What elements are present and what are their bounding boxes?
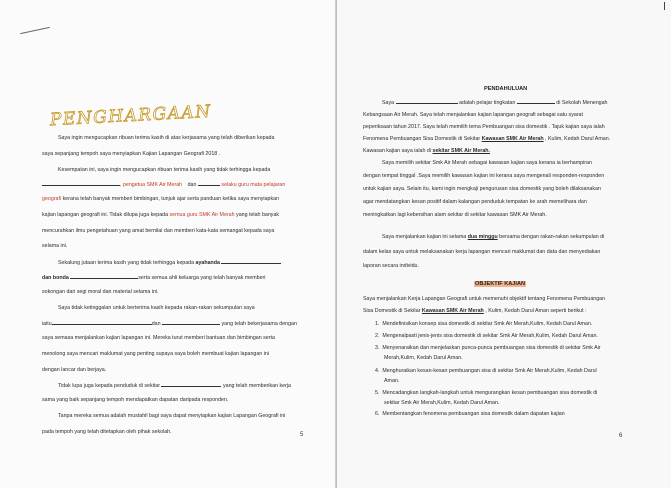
para4-line4: menolong saya mencari maklumat yang penting supaya saya boleh membuat kajian lapangan ini: [42, 351, 270, 357]
objective-item-5: [375, 390, 597, 396]
reason-line3: untuk kajian saya. Selain itu, kami ingin mengkaji pengurusan sisa domestik yang boleh dilaksanakan: [363, 186, 601, 192]
page-title-penghargaan: PENGHARGAAN: [49, 101, 213, 131]
blank-form-level: [517, 99, 555, 104]
para4-line2-a: iaitu: [42, 321, 52, 327]
para2-line3-text: kerana telah banyak memberi bimbingan, tunjuk ajar serta panduan ketika saya menyiapkan: [61, 196, 280, 202]
intro-line1-b: adalah pelajar tingkatan: [459, 100, 516, 106]
blank-friend-2: [162, 320, 220, 325]
objective-intro-line2-c: , Kulim, Kedah Darul Aman seperti berikut :: [483, 308, 587, 314]
duration-value: dua minggu: [467, 234, 498, 240]
para4-line3: saya semasa menjalankan kajian lapangan ini. Mereka turut memberi bantuan dan bimbingan serta: [42, 335, 275, 341]
blank-father-name: [221, 259, 281, 264]
duration-line3: laporan secara individu.: [363, 263, 419, 269]
objective-area-name: Kawasan SMK Air Merah: [421, 308, 484, 314]
heading-pendahuluan: PENDAHULUAN: [484, 86, 528, 92]
item-6-text: Membentangkan fenomena pembuangan sisa domestik dalam dapatan kajian: [382, 411, 565, 417]
study-area-phrase: sekitar SMK Air Merah.: [432, 148, 491, 154]
duration-line1: [382, 234, 604, 240]
blank-mother-name: [70, 274, 138, 279]
para2-line4: [42, 212, 279, 218]
intro-line1-a: Saya: [382, 100, 395, 106]
study-area-name: Kawasan SMK Air Merah: [481, 136, 544, 142]
item-6-number: 6.: [375, 411, 380, 417]
para2-line5: mencurahkan ilmu pengetahuan yang amat bernilai dan memberi kata-kata semangat kepada saya: [42, 228, 275, 234]
para4-line2-b: dan: [151, 321, 161, 327]
objective-item-1: [375, 321, 592, 327]
blank-principal-name: [42, 181, 120, 186]
item-2-number: 2.: [375, 333, 380, 339]
para5-line1: [58, 382, 291, 389]
blank-student-name: [396, 99, 458, 104]
item-2-text: Mengenalpasti jenis-jenis sisa domestik di sekitar Smk Air Merah,Kulim, Kedah Darul Aman.: [382, 333, 598, 339]
intro-line4-a: Fenomena Pembuangan Sisa Domestik di Sekitar: [363, 136, 482, 142]
para5-line2: sama yang baik sepanjang tempoh mendapatkan dapatan daripada responden.: [42, 397, 229, 403]
blank-friend-1: [52, 320, 152, 325]
para4-line2-c: yang telah bekerjasama dengan: [221, 321, 297, 327]
item-4-text: Menghuraikan kesan-kesan pembuangan sisa di sekitar Smk Air Merah,Kulim, Kedah Darul: [382, 368, 597, 374]
intro-line3: peperiksaan tahun 2017. Saya telah memilih tema Pembuangan sisa domestik . Tajuk kajian saya ialah: [363, 124, 605, 130]
item-1-text: Mendefinisikan konsep sisa domestik di sekitar Smk Air Merah,Kulim, Kedah Darul Aman.: [382, 321, 593, 327]
para6-line2: pada tempoh yang telah ditetapkan oleh pihak sekolah.: [42, 429, 172, 435]
para1-line2: saya sepanjang tempoh saya menyiapkan Kajian Lapangan Geografi 2018 .: [42, 151, 221, 157]
objective-item-5-cont: sekitar Smk Air Merah,Kulim, Kedah Darul Aman.: [384, 400, 500, 406]
duration-line1-a: Saya menjalankan kajian ini selama: [382, 234, 468, 240]
para4-line5: dengan lancar dan berjaya.: [42, 367, 107, 373]
intro-line4: [363, 136, 610, 142]
item-4-number: 4.: [375, 368, 380, 374]
reason-line2: dengan tempat tinggal .Saya memilih kawasan kajian ini kerana saya mengenali responden-responden: [363, 173, 605, 179]
reason-line5: meningkatkan lagi kebersihan alam sekitar di sekitar kawasan SMK Air Merah.: [363, 212, 547, 218]
para6-line1: Tanpa mereka semua adalah mustahil bagi saya dapat menyiapkan kajian Lapangan Geografi ini: [58, 413, 286, 419]
reason-line1: Saya memilih sekitar Smk Air Merah sebagai kawasan kajian saya kerana ia berhampiran: [382, 160, 592, 166]
para2-line2: [42, 181, 285, 188]
scan-edge-mark: [664, 2, 665, 10]
para2-line4-b: yang telah banyak: [234, 212, 280, 218]
intro-line1: [382, 99, 608, 106]
intro-line4-c: , Kulim, Kedah Darul Aman.: [543, 136, 611, 142]
para2-line6: selama ini.: [42, 243, 68, 249]
page-number-left: 5: [300, 432, 304, 438]
objektif-heading-text: OBJEKTIF KAJIAN: [475, 281, 526, 287]
intro-line5: [363, 148, 490, 154]
page-number-right: 6: [619, 433, 623, 439]
right-document-page: [337, 0, 671, 488]
para5-line1-a: Tidak lupa juga kepada penduduk di sekitar: [58, 383, 160, 389]
mother-phrase: dan bonda: [42, 275, 69, 281]
para2-line4-a: kajian lapangan geografi ini. Tidak dilupa juga kepada: [42, 212, 170, 218]
duration-line1-c: bersama dengan rakan-rakan sekumpulan di: [497, 234, 605, 240]
objective-intro-line2: [363, 308, 587, 314]
item-5-number: 5.: [375, 390, 380, 396]
para3-line1-text: Sekalung jutaan terima kasih yang tidak terhingga kepada: [58, 260, 196, 266]
and-word: dan: [187, 182, 197, 188]
reason-line4: agar mendatangkan kesan positif dalam kalangan penduduk tempatan ke arah memelihara dan: [363, 199, 587, 205]
objective-item-2: [375, 333, 598, 339]
objective-item-3-cont: Merah,Kulim, Kedah Darul Aman.: [384, 355, 463, 361]
para4-line2: [42, 320, 297, 327]
para2-line1: Kesempatan ini, saya ingin mengucapkan ribuan terima kasih yang tidak terhingga kepada: [58, 167, 271, 173]
para1-line1: Saya ingin mengucapkan ribuan terima kasih di atas kerjasama yang telah diberikan kepada: [58, 135, 275, 141]
item-1-number: 1.: [375, 321, 380, 327]
duration-line2: dalam kelas saya untuk melaksanakan kerja lapangan mencari maklumat dan data dan menyediakan: [363, 249, 601, 255]
all-teachers-phrase: semua guru SMK Air Merah: [169, 212, 235, 218]
para4-line1: Saya tidak ketinggalan untuk berterima kasih kepada rakan-rakan sekumpulan saya: [58, 305, 255, 311]
item-3-text: Menyenaraikan dan menjelaskan punca-punca pembuangan sisa domestik di sekitar Smk Air: [382, 345, 601, 351]
intro-line5-a: Kawasan kajian saya ialah di: [363, 148, 433, 154]
para3-line3: sokongan dari segi moral dan material selama ini.: [42, 289, 159, 295]
para3-line2-text: serta semua ahli keluarga yang telah banyak memberi: [138, 275, 266, 281]
teacher-title: selaku guru mata pelajaran: [221, 182, 286, 188]
para3-line1: [58, 259, 281, 266]
objective-item-4-cont: Aman.: [384, 378, 400, 384]
item-3-number: 3.: [375, 345, 380, 351]
father-word: ayahanda: [195, 260, 220, 266]
intro-line2: Kebangsaan Air Merah. Saya telah menjalankan kajian lapangan geografi sebagai satu syarat: [363, 112, 583, 118]
para5-line1-b: yang telah memberikan kerja: [222, 383, 291, 389]
blank-teacher-name: [198, 181, 220, 186]
heading-objektif-kajian: [474, 281, 526, 287]
para3-line2: [42, 274, 265, 281]
principal-title: , pengetua SMK Air Merah: [120, 182, 183, 188]
objective-intro-line2-a: Sisa Domestik di Sekitar: [363, 308, 422, 314]
objective-intro-line1: Saya menjalankan Kerja Lapangan Geografi untuk memenuhi objektif tentang Fenomena Pembuangan: [363, 296, 606, 302]
scan-pen-mark: [20, 27, 50, 34]
objective-item-4: [375, 368, 597, 374]
subject-word: geografi: [42, 196, 62, 202]
objective-item-3: [375, 345, 601, 351]
para2-line3: [42, 196, 279, 202]
intro-line1-c: di Sekolah Menengah: [556, 100, 608, 106]
item-5-text: Mencadangkan langkah-langkah untuk mengurangkan kesan pembuangan sisa domestik di: [382, 390, 598, 396]
blank-location: [161, 382, 221, 387]
objective-item-6: [375, 411, 565, 417]
